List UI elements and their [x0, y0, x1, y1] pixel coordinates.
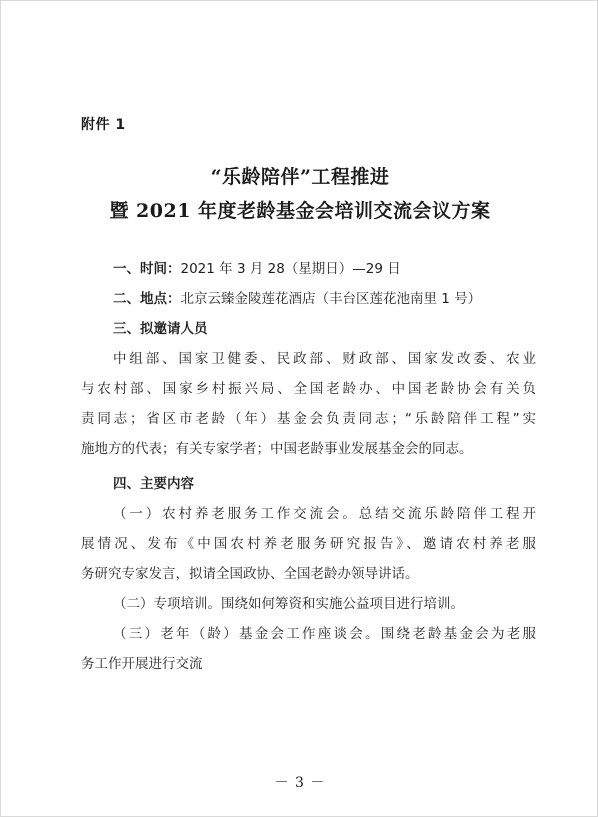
content-heading: 四、主要内容	[113, 476, 194, 492]
content-line: 务工作开展进行交流	[81, 656, 203, 672]
content-line: （二）专项培训。围绕如何筹资和实施公益项目进行培训。	[113, 596, 464, 612]
invitees-line: 责同志；省区市老龄（年）基金会负责同志；“乐龄陪伴工程”实	[81, 411, 536, 427]
content-line: （三）老年（龄）基金会工作座谈会。围绕老龄基金会为老服	[113, 626, 536, 642]
time-section	[113, 254, 536, 284]
invitees-line: 中组部、国家卫健委、民政部、财政部、国家发改委、农业	[113, 351, 536, 367]
document-title-line-1: “乐龄陪伴”工程推进	[210, 166, 390, 188]
time-heading: 一、时间：	[113, 261, 181, 277]
invitees-heading: 三、拟邀请人员	[113, 321, 208, 337]
content-line: （一）农村养老服务工作交流会。总结交流乐龄陪伴工程开	[113, 506, 536, 522]
time-value: 2021 年 3 月 28（星期日）—29 日	[180, 261, 401, 277]
location-heading: 二、地点：	[113, 291, 181, 307]
attachment-label: 附件 1	[81, 117, 126, 133]
invitees-line: 与农村部、国家乡村振兴局、全国老龄办、中国老龄协会有关负	[81, 381, 536, 397]
page-number: － 3 －	[274, 775, 326, 791]
invitees-line: 施地方的代表；有关专家学者；中国老龄事业发展基金会的同志。	[81, 441, 473, 457]
content-line: 务研究专家发言，拟请全国政协、全国老龄办领导讲话。	[81, 566, 419, 582]
location-value: 北京云臻金陵莲花酒店（丰台区莲花池南里 1 号）	[180, 291, 482, 307]
content-line: 展情况、发布《中国农村养老服务研究报告》、邀请农村养老服	[81, 536, 536, 552]
document-title-line-2: 暨 2021 年度老龄基金会培训交流会议方案	[109, 200, 491, 222]
location-section	[113, 284, 536, 314]
